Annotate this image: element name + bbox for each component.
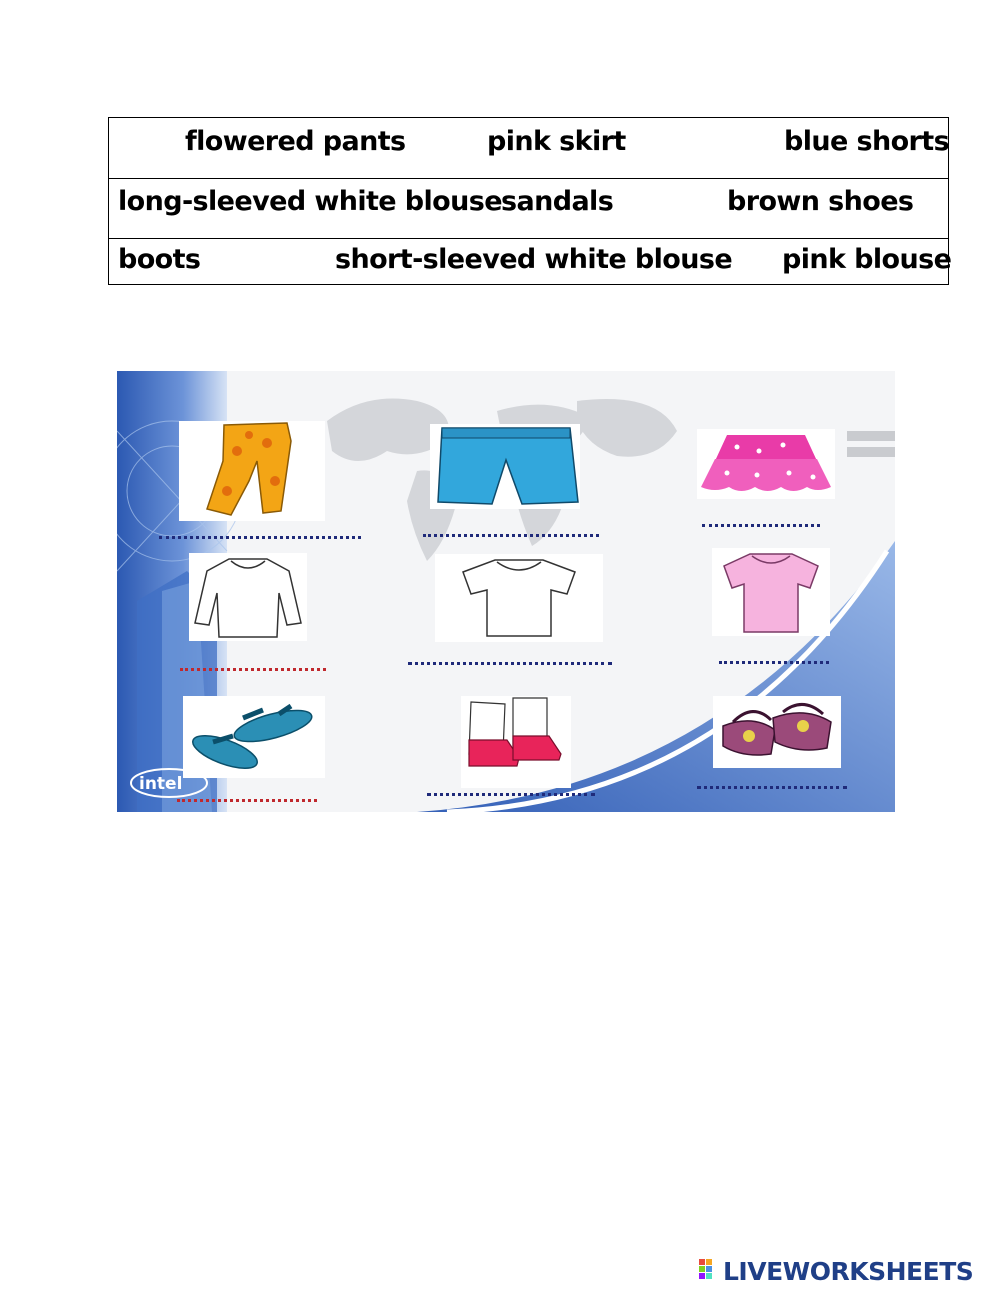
short-sleeved-blouse-icon — [435, 554, 603, 642]
pink-skirt-icon — [697, 429, 835, 499]
answer-blank[interactable] — [719, 661, 829, 664]
word-boots: boots — [118, 244, 201, 275]
answer-blank[interactable] — [177, 799, 317, 802]
word-pink-blouse: pink blouse — [782, 244, 952, 275]
word-brown-shoes: brown shoes — [727, 186, 914, 217]
clothes-picture-panel — [117, 371, 895, 812]
word-sandals: sandals — [501, 186, 614, 217]
flowered-pants-icon — [179, 421, 325, 521]
word-bank-table — [108, 117, 952, 285]
pink-blouse-picture — [712, 548, 830, 636]
word-pink-skirt: pink skirt — [487, 126, 626, 157]
answer-blank[interactable] — [697, 786, 847, 789]
boots-picture — [461, 696, 571, 788]
blue-shorts-picture — [430, 424, 580, 509]
word-bank-row — [109, 179, 948, 239]
answer-blank[interactable] — [702, 524, 820, 527]
pink-skirt-picture — [697, 429, 835, 499]
intel-watermark-text: intel — [139, 774, 183, 794]
answer-blank[interactable] — [423, 534, 599, 537]
long-sleeved-white-blouse-picture — [189, 553, 307, 641]
liveworksheets-logo — [699, 1256, 973, 1286]
answer-blank[interactable] — [408, 662, 612, 665]
boots-icon — [461, 696, 571, 788]
brown-shoes-icon — [713, 696, 841, 768]
word-long-sleeved-white-blouse: long-sleeved white blouse — [118, 186, 502, 217]
sandals-picture — [183, 696, 325, 778]
word-bank-row — [109, 118, 948, 179]
pink-blouse-icon — [712, 548, 830, 636]
answer-blank[interactable] — [427, 793, 595, 796]
word-blue-shorts: blue shorts — [784, 126, 950, 157]
brown-shoes-picture — [713, 696, 841, 768]
answer-blank[interactable] — [159, 536, 361, 539]
blue-shorts-icon — [430, 424, 580, 509]
answer-blank[interactable] — [180, 668, 326, 671]
liveworksheets-logo-icon — [699, 1259, 719, 1283]
liveworksheets-logo-text: LIVEWORKSHEETS — [723, 1256, 974, 1286]
flowered-pants-picture — [179, 421, 325, 521]
short-sleeved-white-blouse-picture — [435, 554, 603, 642]
word-flowered-pants: flowered pants — [185, 126, 406, 157]
word-bank-row — [109, 239, 952, 285]
long-sleeved-blouse-icon — [189, 553, 307, 641]
sandals-icon — [183, 696, 325, 778]
word-short-sleeved-white-blouse: short-sleeved white blouse — [335, 244, 733, 275]
